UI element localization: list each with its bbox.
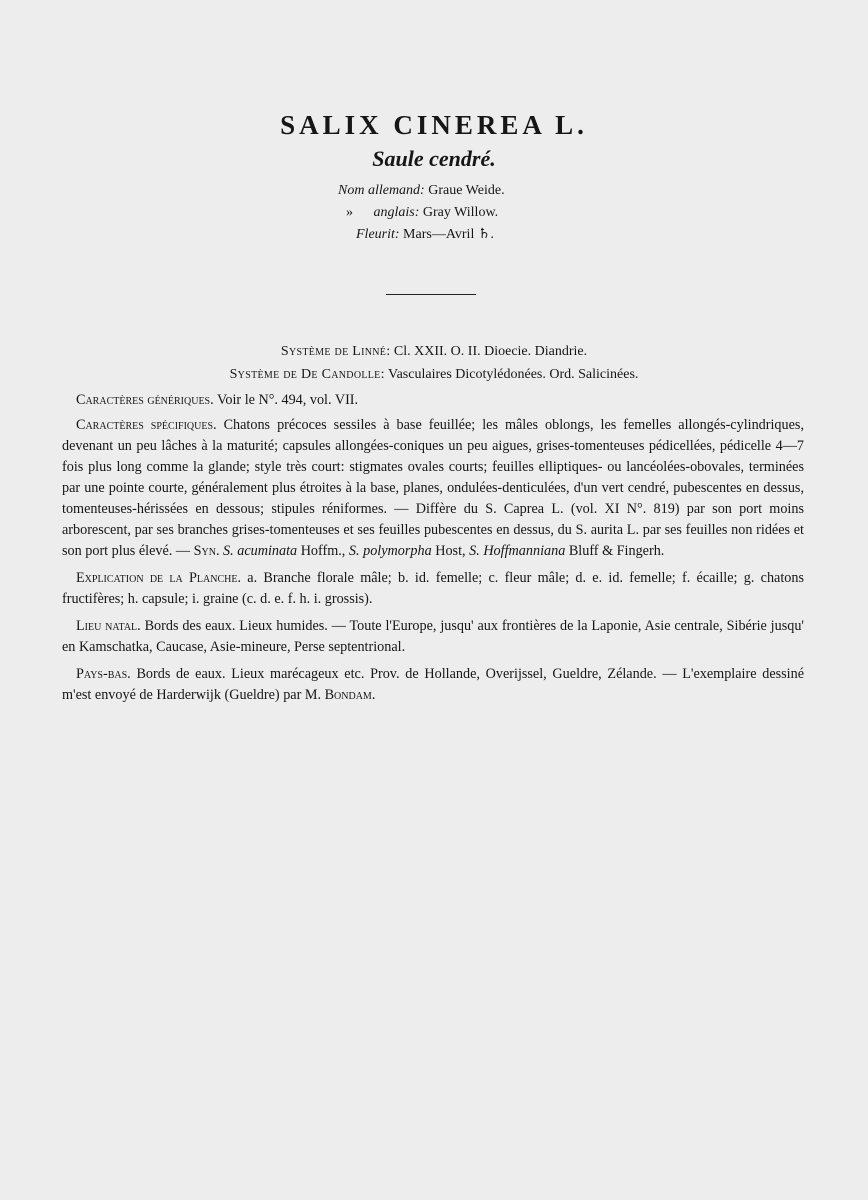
name-english-label: anglais: (373, 205, 420, 220)
flowering-label: Fleurit: (356, 227, 400, 242)
paragraph-planche (62, 568, 804, 610)
specifiques-text: Chatons précoces sessiles à base feuillée; les mâles oblongs, les femelles allongés-cylindriques, devenant un peu lâches à la maturité; capsules allongées-coniques un peu aigues, grises-tomenteuses pédicellées, pédicelle 4—7 fois plus long comme la glande; style très court: stigmates ovales courts; feuilles elliptiques- ou lancéolées-obovales, terminées par une pointe courte, généralement plus étroites à la base, planes, ondulées-denticulées, d'un vert cendré, pubescentes en dessus, tomenteuses-hérissées en dessous; stipules réniformes. — Diffère du S. Caprea L. (vol. XI N°. 819) par son port moins arborescent, par ses branches grises-tomenteuses et ses feuilles pubescentes en dessus, du S. aurita L. par ses feuilles non ridées et son port plus élevé. — (62, 417, 804, 559)
syn-label: Syn. (193, 543, 220, 559)
syn-author-3: Bluff & Fingerh. (568, 543, 665, 559)
paysbas-heading: Pays-bas. (76, 666, 131, 682)
flowering-row (338, 224, 598, 246)
syn-species-2: S. polymorpha (348, 543, 432, 559)
system-linne (0, 344, 868, 360)
name-german-row (338, 180, 598, 202)
lieu-text: Bords des eaux. Lieux humides. — Toute l'Europe, jusqu' aux frontières de la Laponie, Asie centrale, Sibérie jusqu' en Kamschatka, Caucase, Asie-mineure, Perse septentrional. (62, 618, 804, 655)
common-names-block (338, 180, 598, 246)
generiques-heading: Caractères génériques. (76, 392, 214, 408)
syn-species-1: S. acuminata (223, 543, 298, 559)
name-english-value: Gray Willow. (422, 205, 499, 220)
paragraph-generiques (62, 390, 804, 411)
name-german-label: Nom allemand: (338, 183, 425, 198)
syn-species-3: S. Hoffmanniana (469, 543, 566, 559)
system-linne-label: Système de Linné: (280, 344, 391, 359)
system-linne-text: Cl. XXII. O. II. Dioecie. Diandrie. (393, 344, 588, 359)
name-english-row (338, 202, 598, 224)
system-candolle (0, 367, 868, 383)
syn-author-2: Host, (435, 543, 466, 559)
generiques-text: Voir le N°. 494, vol. VII. (216, 392, 359, 408)
flowering-value: Mars—Avril ♄. (403, 227, 494, 242)
paragraph-lieu-natal (62, 616, 804, 658)
paysbas-collector: Bondam. (324, 687, 376, 703)
system-candolle-label: Système de De Candolle: (229, 367, 385, 382)
divider-rule (386, 294, 476, 295)
planche-text: a. Branche florale mâle; b. id. femelle; c. fleur mâle; d. e. id. femelle; f. écaille; g. chatons fructifères; h. capsule; i. graine (c. d. e. f. h. i. grossis). (62, 570, 805, 607)
planche-heading: Explication de la Planche. (76, 570, 241, 586)
specifiques-heading: Caractères spécifiques. (76, 417, 217, 433)
common-name-title: Saule cendré. (372, 146, 496, 171)
ditto-mark: » (346, 205, 353, 220)
lieu-heading: Lieu natal. (76, 618, 141, 634)
paragraph-specifiques (62, 415, 804, 562)
system-candolle-text: Vasculaires Dicotylédonées. Ord. Salicinées. (388, 367, 639, 382)
paragraph-pays-bas (62, 664, 804, 706)
description-body (62, 390, 804, 712)
species-title: SALIX CINEREA L. (280, 110, 588, 140)
syn-author-1: Hoffm., (300, 543, 346, 559)
paysbas-text: Bords de eaux. Lieux marécageux etc. Prov. de Hollande, Overijssel, Gueldre, Zélande. — L'exemplaire dessiné m'est envoyé de Harderwijk (Gueldre) par M. (62, 666, 805, 703)
name-german-value: Graue Weide. (428, 183, 505, 198)
